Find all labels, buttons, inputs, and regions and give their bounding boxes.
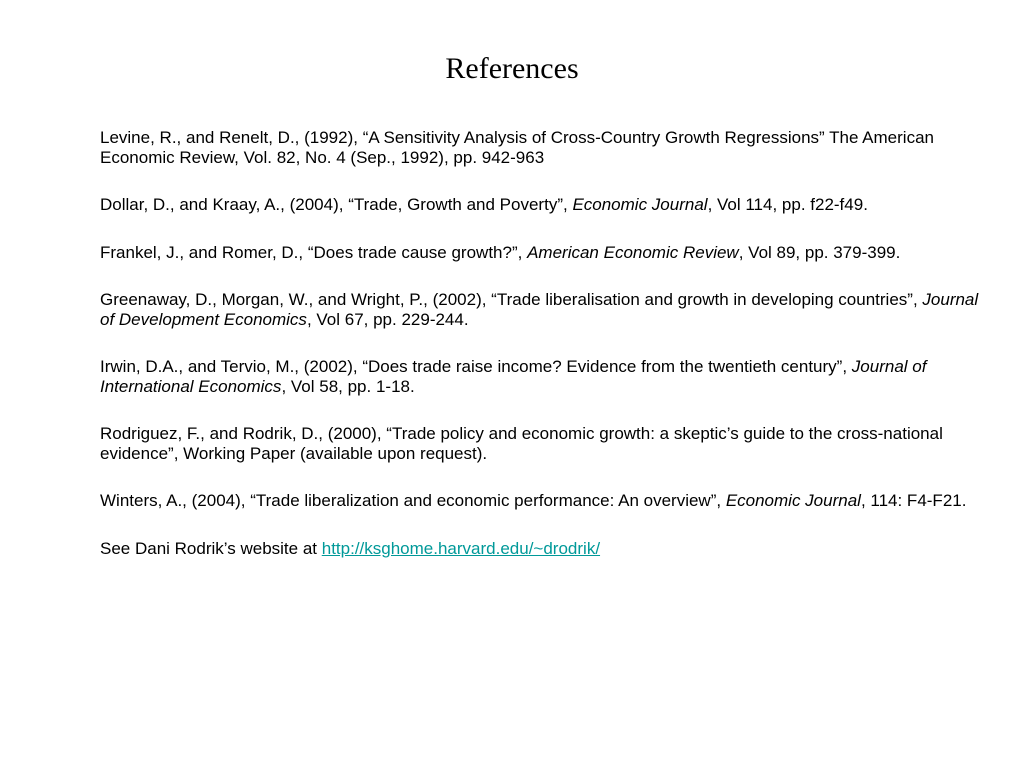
- website-text: See Dani Rodrik’s website at: [100, 538, 322, 558]
- reference-text: Dollar, D., and Kraay, A., (2004), “Trade, Growth and Poverty”,: [100, 195, 573, 214]
- page-title: References: [445, 52, 579, 85]
- website-line: [100, 539, 980, 559]
- reference-item: [100, 195, 980, 215]
- reference-text: Levine, R., and Renelt, D., (1992), “A Sensitivity Analysis of Cross-Country Growth Regressions” The American Economic Review, Vol. 82, No. 4 (Sep., 1992), pp. 942-963: [100, 128, 934, 167]
- reference-details: , Vol 89, pp. 379-399.: [738, 242, 901, 262]
- reference-details: , Vol 67, pp. 229-244.: [306, 309, 469, 329]
- reference-journal: Journal of International Economics: [100, 357, 927, 396]
- reference-list: [100, 128, 980, 586]
- reference-journal: Economic Journal: [572, 195, 708, 214]
- reference-item: [100, 128, 980, 167]
- reference-item: [100, 290, 980, 329]
- reference-item: [100, 424, 980, 463]
- reference-details: , Vol 58, pp. 1-18.: [281, 376, 415, 396]
- reference-item: [100, 357, 980, 396]
- reference-journal: American Economic Review: [527, 242, 739, 262]
- reference-item: [100, 491, 980, 511]
- reference-text: Winters, A., (2004), “Trade liberalization and economic performance: An overview”,: [100, 491, 726, 510]
- reference-text: Irwin, D.A., and Tervio, M., (2002), “Does trade raise income? Evidence from the twentieth century”,: [100, 357, 852, 376]
- reference-item: [100, 243, 980, 263]
- reference-text: Frankel, J., and Romer, D., “Does trade cause growth?”,: [100, 242, 528, 262]
- reference-journal: Journal of Development Economics: [100, 290, 979, 329]
- reference-text: Rodriguez, F., and Rodrik, D., (2000), “Trade policy and economic growth: a skeptic’s guide to the cross-national evidence”, Working Paper (available upon request).: [100, 424, 943, 463]
- reference-text: Greenaway, D., Morgan, W., and Wright, P., (2002), “Trade liberalisation and growth in developing countries”,: [100, 290, 923, 309]
- website-link[interactable]: http://ksghome.harvard.edu/~drodrik/: [321, 538, 601, 558]
- reference-journal: Economic Journal: [725, 491, 861, 510]
- reference-details: , 114: F4-F21.: [860, 491, 967, 510]
- reference-details: , Vol 114, pp. f22-f49.: [707, 195, 868, 214]
